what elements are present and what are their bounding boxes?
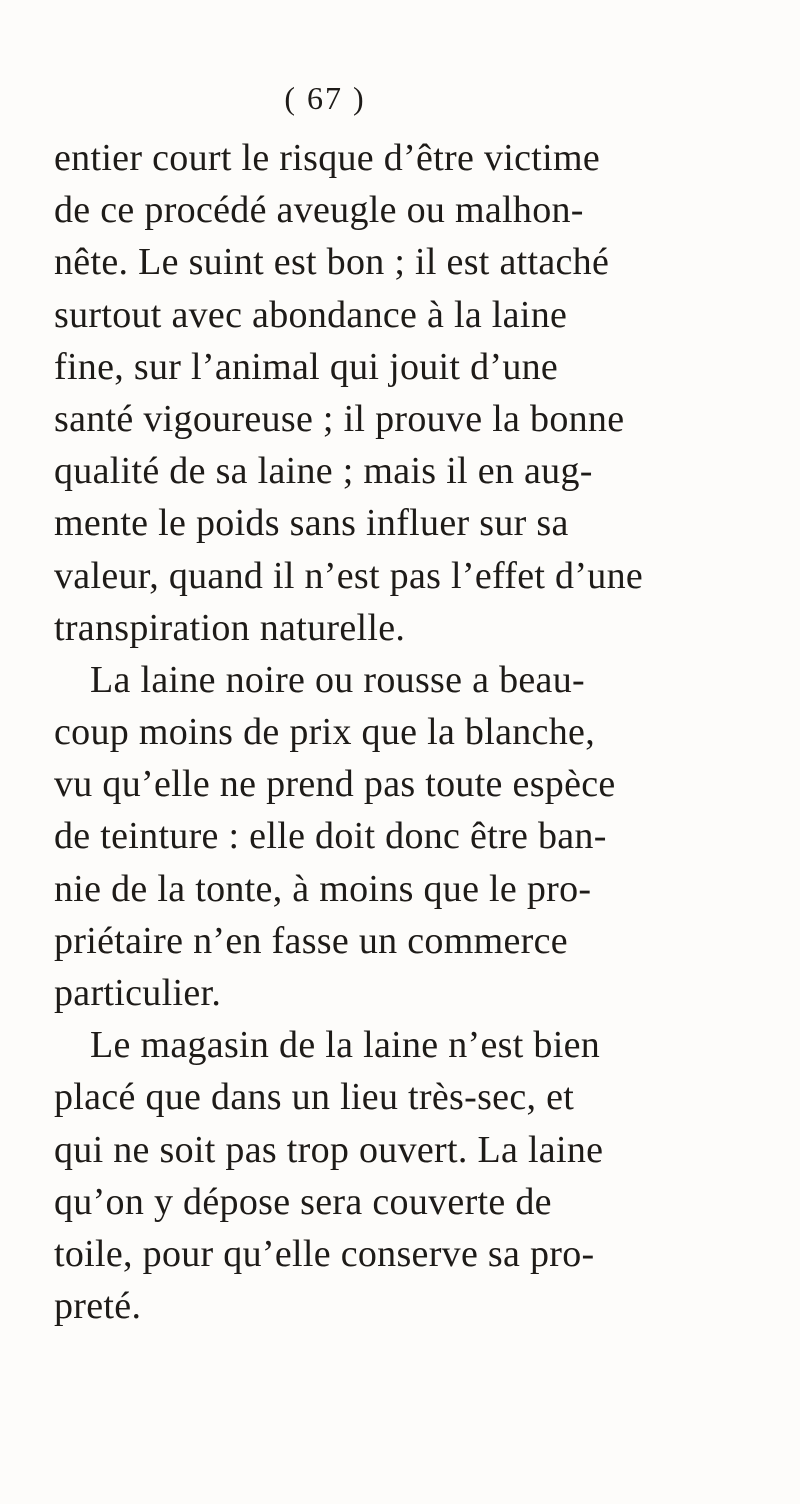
text-line: coup moins de prix que la blanche, (54, 711, 595, 754)
text-line: transpiration naturelle. (54, 606, 406, 649)
text-line: de teinture : elle doit donc être ban- (54, 815, 607, 858)
text-line: qualité de sa laine ; mais il en aug- (54, 450, 593, 493)
text-line: nête. Le suint est bon ; il est attaché (54, 241, 610, 284)
text-line: La laine noire ou rousse a beau- (90, 658, 585, 701)
body-text (54, 132, 674, 1332)
text-line: santé vigoureuse ; il prouve la bonne (54, 397, 625, 440)
text-line: entier court le risque d’être victime (54, 137, 601, 179)
text-line: Le magasin de la laine n’est bien (90, 1024, 601, 1067)
text-line: surtout avec abondance à la laine (54, 293, 568, 336)
text-line: de ce procédé aveugle ou malhon- (54, 189, 584, 232)
text-line: nie de la tonte, à moins que le pro- (54, 867, 592, 910)
text-line: qui ne soit pas trop ouvert. La laine (54, 1128, 604, 1171)
text-line: toile, pour qu’elle conserve sa pro- (54, 1232, 595, 1275)
text-line: placé que dans un lieu très-sec, et (54, 1076, 575, 1119)
text-line: priétaire n’en fasse un commerce (54, 919, 568, 962)
text-line: fine, sur l’animal qui jouit d’une (54, 345, 559, 388)
text-line: preté. (54, 1285, 142, 1328)
text-line: valeur, quand il n’est pas l’effet d’une (54, 554, 644, 597)
text-line: qu’on y dépose sera couverte de (54, 1180, 552, 1223)
page-number: ( 67 ) (284, 80, 366, 116)
text-line: mente le poids sans influer sur sa (54, 502, 569, 545)
text-line: particulier. (54, 972, 222, 1014)
text-line: vu qu’elle ne prend pas toute espèce (54, 763, 616, 806)
